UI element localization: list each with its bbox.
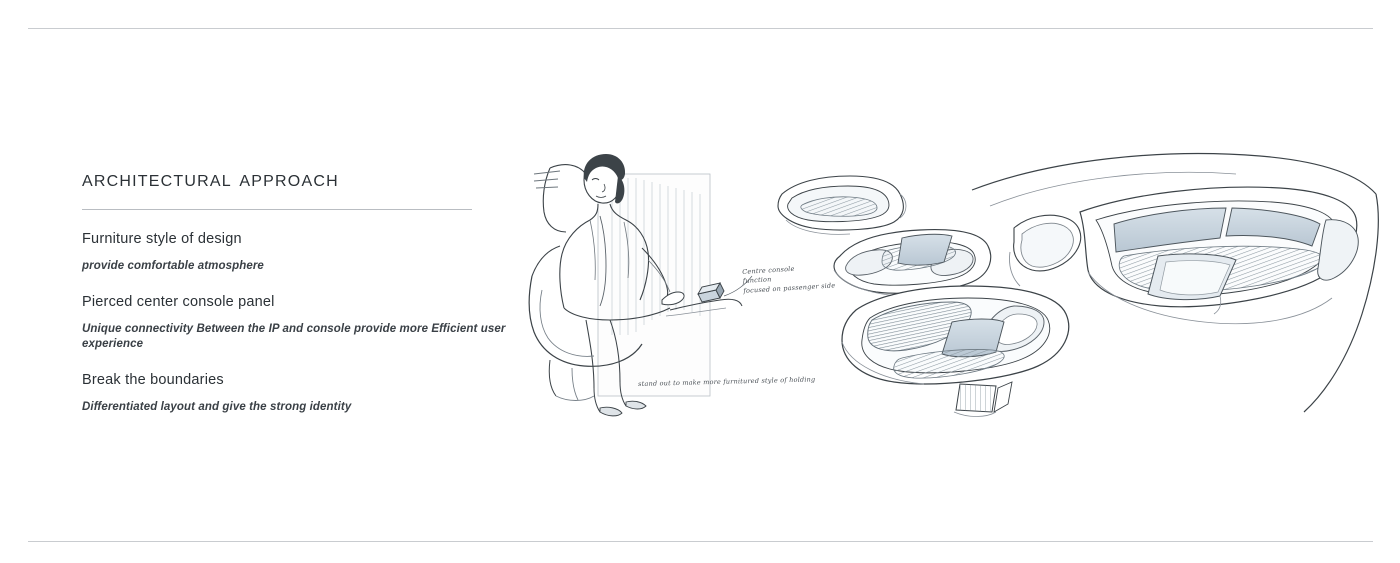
sketch-caption-2: stand out to make more furnitured style of holding (638, 375, 816, 388)
cockpit-instrument-panel (972, 154, 1378, 412)
top-divider (28, 28, 1373, 29)
bullet-sub-2: Unique connectivity Between the IP and console provide more Efficient user experience (82, 322, 506, 350)
bullet-main-2: Pierced center console panel (82, 294, 275, 311)
text-column (82, 166, 522, 415)
bullet-main-1: Furniture style of design (82, 231, 242, 248)
sketch-caption-1: Centre console function focused on passenger side (742, 264, 836, 295)
bullet-sub-1: provide comfortable atmosphere (82, 260, 264, 273)
bottom-divider (28, 541, 1373, 542)
bullet-main-3: Break the boundaries (82, 371, 224, 388)
seated-passenger-sketch (529, 154, 752, 416)
console-top-view-small (778, 176, 906, 234)
title-underline (82, 209, 472, 210)
page-title: architectural approach (82, 165, 339, 191)
sketch-panel (520, 120, 1390, 460)
console-perspective-large (842, 286, 1069, 417)
bullet-sub-3: Differentiated layout and give the strong identity (82, 400, 352, 413)
